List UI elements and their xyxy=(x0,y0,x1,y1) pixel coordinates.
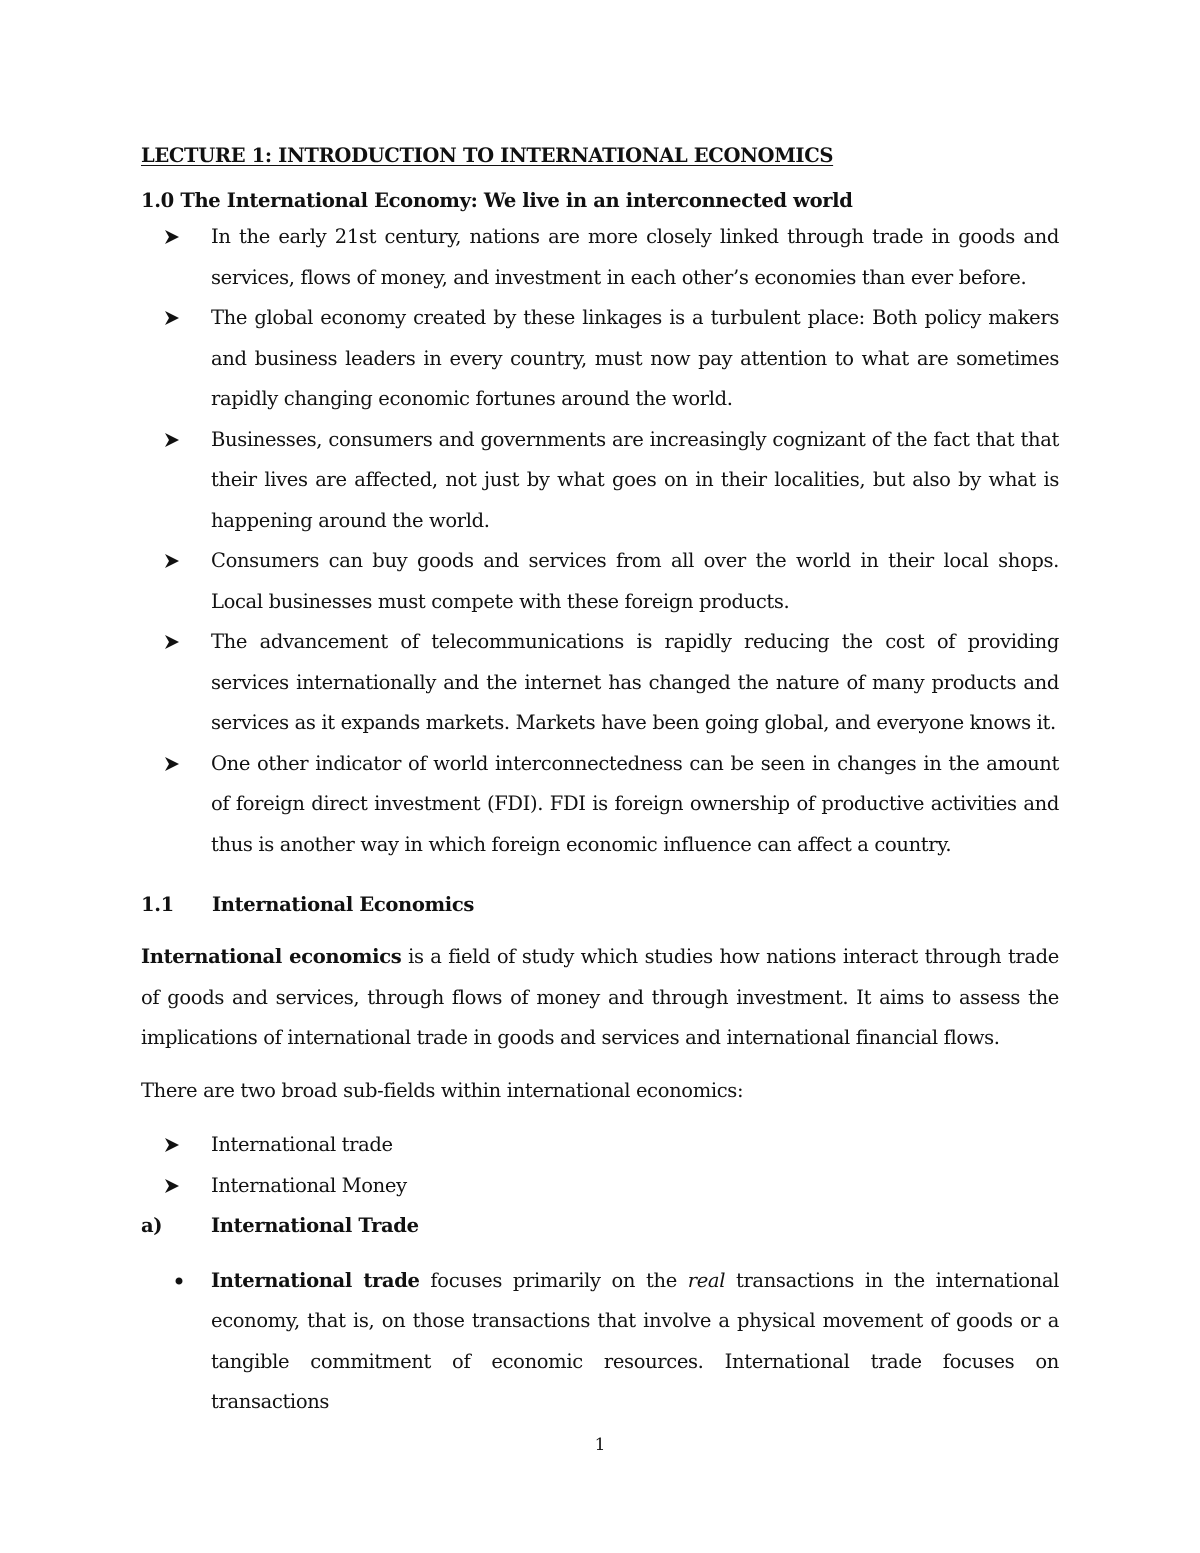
section-number: 1.1 xyxy=(141,893,174,916)
arrowhead-bullet-icon xyxy=(164,541,188,581)
list-item xyxy=(141,1261,1059,1423)
page-number: 1 xyxy=(594,1435,606,1455)
arrowhead-bullet-icon xyxy=(164,217,188,257)
page-content xyxy=(141,140,1059,1423)
bullet-text: Businesses, consumers and governments are increasingly cognizant of the fact that that their lives are affected, not just by what goes on in their localities, but also by what is happening around the world. xyxy=(211,427,1059,532)
arrowhead-bullet-icon xyxy=(164,622,188,662)
bullet-text: Consumers can buy goods and services from all over the world in their local shops. Local businesses must compete with these foreign products. xyxy=(211,549,1059,613)
list-item xyxy=(141,298,1059,420)
section-1-1-heading xyxy=(141,885,1059,925)
bullet-term: International trade xyxy=(211,1268,420,1292)
bullet-text-part-2: transactions in the international economy, that is, on those transactions that involve a physical movement of goods or a tangible commitment of economic resources. International trade focuses on transactions xyxy=(211,1268,1059,1413)
subsection-marker: a) xyxy=(141,1214,163,1237)
subfields-list xyxy=(141,1125,1059,1206)
subsection-title: International Trade xyxy=(211,1214,419,1237)
definition-text: is a field of study which studies how nations interact through trade of goods and services, through flows of money and through investment. It aims to assess the implications of international trade in goods and services and international financial flows. xyxy=(141,945,1060,1049)
arrowhead-bullet-icon xyxy=(164,744,188,784)
section-title: International Economics xyxy=(212,893,474,916)
bullet-text: International Money xyxy=(211,1173,407,1197)
section-1-0-heading: 1.0 The International Economy: We live in an interconnected world xyxy=(141,189,853,212)
bullet-text: In the early 21st century, nations are more closely linked through trade in goods and services, flows of money, and investment in each other’s economies than ever before. xyxy=(211,225,1059,289)
list-item xyxy=(141,541,1059,622)
list-item xyxy=(141,744,1059,866)
arrowhead-bullet-icon xyxy=(164,1125,188,1165)
subsection-a-bullet-list xyxy=(141,1261,1059,1423)
arrowhead-bullet-icon xyxy=(164,420,188,460)
list-item xyxy=(141,622,1059,744)
bullet-italic-word: real xyxy=(687,1268,726,1292)
subsection-a-heading xyxy=(141,1206,1059,1247)
bullet-text: The advancement of telecommunications is rapidly reducing the cost of providing services internationally and the internet has changed the nature of many products and services as it expands markets. Markets have been going global, and everyone knows it. xyxy=(211,630,1059,734)
definition-term: International economics xyxy=(141,945,402,968)
bullet-text: The global economy created by these linkages is a turbulent place: Both policy makers and business leaders in every country, must now pay attention to what are sometimes rapidly changing economic fortunes around the world. xyxy=(211,306,1059,410)
subfields-intro: There are two broad sub-fields within international economics: xyxy=(141,1078,744,1102)
list-item xyxy=(141,1166,1059,1207)
lecture-title: LECTURE 1: INTRODUCTION TO INTERNATIONAL ECONOMICS xyxy=(141,144,834,167)
list-item xyxy=(141,217,1059,298)
definition-paragraph xyxy=(141,937,1059,1059)
bullet-text: One other indicator of world interconnectedness can be seen in changes in the amount of foreign direct investment (FDI). FDI is foreign ownership of productive activities and thus is another way in which foreign economic influence can affect a country. xyxy=(211,751,1059,856)
list-item xyxy=(141,420,1059,542)
arrowhead-bullet-icon xyxy=(164,298,188,338)
arrowhead-bullet-icon xyxy=(164,1166,188,1206)
bullet-text: International trade xyxy=(211,1133,393,1156)
section-1-0-bullet-list xyxy=(141,217,1059,865)
bullet-text-part-1: focuses primarily on the xyxy=(419,1268,688,1292)
round-bullet-icon xyxy=(175,1261,185,1301)
list-item xyxy=(141,1125,1059,1166)
